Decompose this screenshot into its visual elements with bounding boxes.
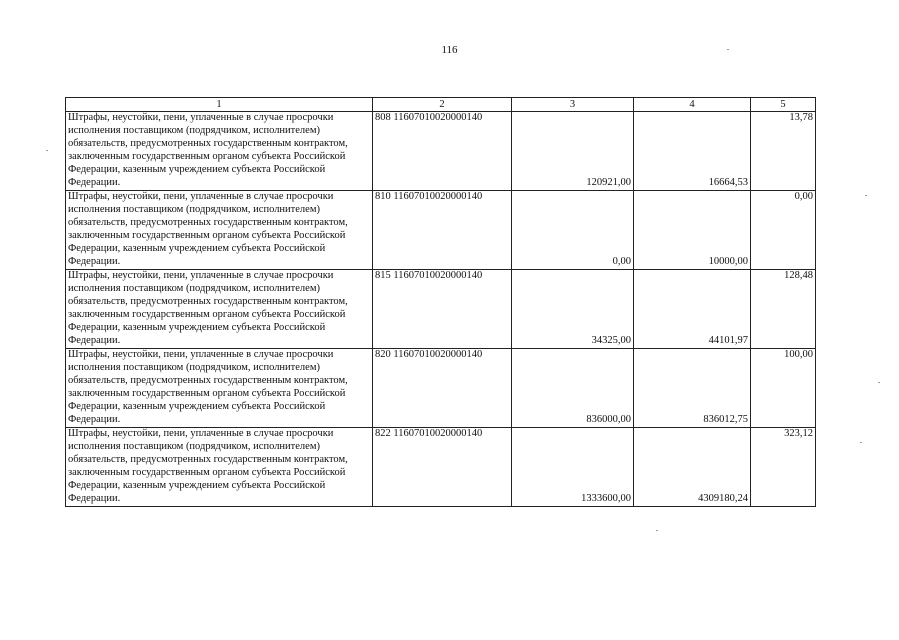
row-value-col3: 120921,00: [512, 112, 634, 191]
column-header: 2: [373, 98, 512, 112]
column-header: 4: [634, 98, 751, 112]
scan-speck: [878, 382, 880, 383]
column-header: 5: [751, 98, 816, 112]
row-code: 822 11607010020000140: [373, 428, 512, 507]
scan-speck: [865, 195, 867, 196]
row-value-col3: 1333600,00: [512, 428, 634, 507]
table-row: [66, 349, 816, 428]
scan-speck: [860, 442, 862, 443]
table-row: [66, 191, 816, 270]
row-value-col3: 34325,00: [512, 270, 634, 349]
column-header: 3: [512, 98, 634, 112]
row-value-col3: 0,00: [512, 191, 634, 270]
table-row: [66, 112, 816, 191]
scan-speck: [727, 49, 729, 50]
row-value-col5: 0,00: [751, 191, 816, 270]
page-number: 116: [441, 44, 458, 56]
row-value-col3: 836000,00: [512, 349, 634, 428]
row-code: 815 11607010020000140: [373, 270, 512, 349]
row-code: 808 11607010020000140: [373, 112, 512, 191]
row-value-col5: 128,48: [751, 270, 816, 349]
row-value-col5: 13,78: [751, 112, 816, 191]
table-header: [66, 98, 816, 112]
row-value-col4: 44101,97: [634, 270, 751, 349]
scan-speck: [656, 530, 658, 531]
row-value-col4: 4309180,24: [634, 428, 751, 507]
column-header: 1: [66, 98, 373, 112]
table-row: [66, 428, 816, 507]
row-description: Штрафы, неустойки, пени, уплаченные в случае просрочки исполнения поставщиком (подрядчиком, исполнителем) обязательств, предусмотренных государственным контрактом, заключенным государственным органом субъекта Российской Федерации, казенным учреждением субъекта Российской Федерации.: [66, 191, 373, 270]
row-value-col5: 323,12: [751, 428, 816, 507]
row-description: Штрафы, неустойки, пени, уплаченные в случае просрочки исполнения поставщиком (подрядчиком, исполнителем) обязательств, предусмотренных государственным контрактом, заключенным государственным органом субъекта Российской Федерации, казенным учреждением субъекта Российской Федерации.: [66, 112, 373, 191]
budget-table: [65, 97, 816, 507]
row-value-col4: 16664,53: [634, 112, 751, 191]
row-code: 810 11607010020000140: [373, 191, 512, 270]
row-description: Штрафы, неустойки, пени, уплаченные в случае просрочки исполнения поставщиком (подрядчиком, исполнителем) обязательств, предусмотренных государственным контрактом, заключенным государственным органом субъекта Российской Федерации, казенным учреждением субъекта Российской Федерации.: [66, 428, 373, 507]
table-body: [66, 112, 816, 507]
table-row: [66, 270, 816, 349]
row-value-col4: 836012,75: [634, 349, 751, 428]
row-value-col4: 10000,00: [634, 191, 751, 270]
row-description: Штрафы, неустойки, пени, уплаченные в случае просрочки исполнения поставщиком (подрядчиком, исполнителем) обязательств, предусмотренных государственным контрактом, заключенным государственным органом субъекта Российской Федерации, казенным учреждением субъекта Российской Федерации.: [66, 349, 373, 428]
row-value-col5: 100,00: [751, 349, 816, 428]
scan-speck: [46, 150, 48, 151]
row-code: 820 11607010020000140: [373, 349, 512, 428]
row-description: Штрафы, неустойки, пени, уплаченные в случае просрочки исполнения поставщиком (подрядчиком, исполнителем) обязательств, предусмотренных государственным контрактом, заключенным государственным органом субъекта Российской Федерации, казенным учреждением субъекта Российской Федерации.: [66, 270, 373, 349]
